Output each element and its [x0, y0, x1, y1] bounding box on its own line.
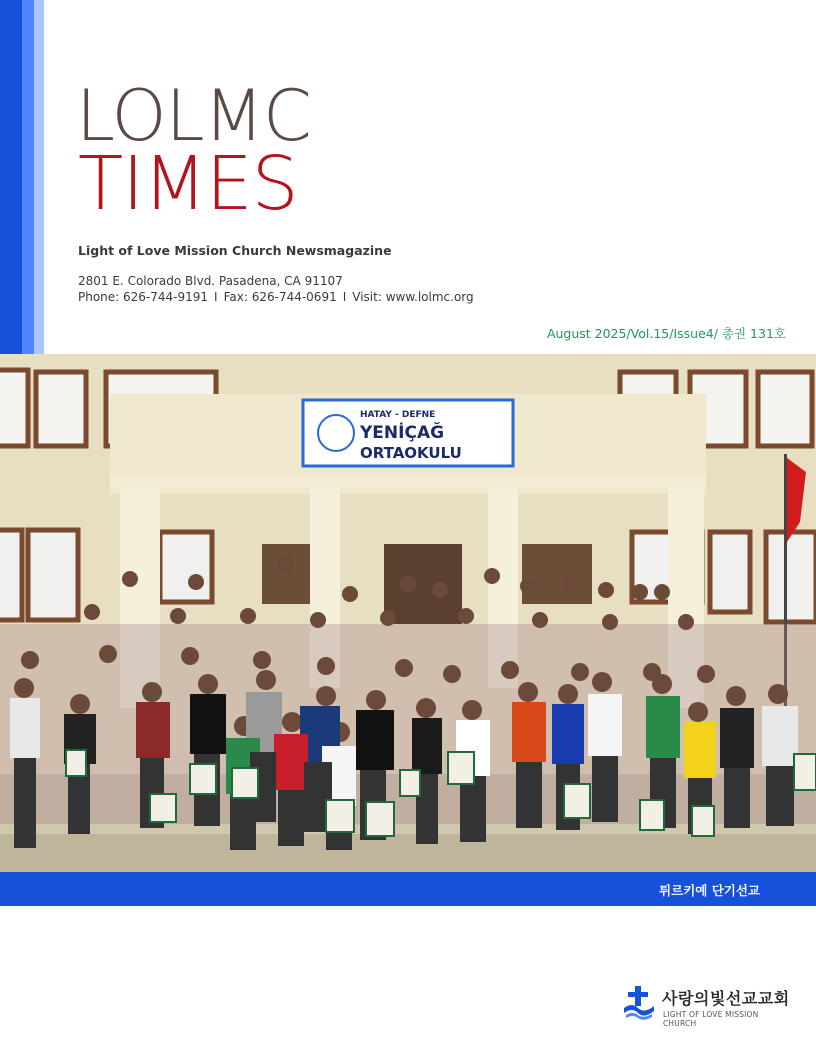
separator: I	[214, 290, 218, 304]
logo-korean-name: 사랑의빛선교교회	[662, 989, 790, 1008]
masthead-lolmc: LOLMC	[76, 75, 311, 157]
sign-line-3: ORTAOKULU	[360, 444, 462, 462]
left-stripe-mid	[22, 0, 34, 354]
photo-caption: 튀르키예 단기선교	[659, 883, 760, 898]
church-address: 2801 E. Colorado Blvd. Pasadena, CA 91107	[78, 274, 343, 288]
fax-number: Fax: 626-744-0691	[223, 290, 337, 304]
logo-english-name: LIGHT OF LOVE MISSION CHURCH	[663, 1010, 759, 1028]
website-link[interactable]: Visit: www.lolmc.org	[352, 290, 474, 304]
left-stripe-dark	[0, 0, 22, 354]
phone-number: Phone: 626-744-9191	[78, 290, 209, 304]
church-logo-icon	[622, 984, 656, 1020]
sign-line-1: HATAY - DEFNE	[360, 410, 436, 420]
sign-line-2: YENİÇAĞ	[360, 423, 445, 443]
church-logo	[622, 984, 792, 1028]
cover-photo	[0, 354, 816, 872]
separator: I	[342, 290, 347, 304]
left-stripe-light	[34, 0, 44, 354]
caption-bar	[0, 872, 816, 906]
masthead-times: TIMES	[78, 141, 298, 227]
newsmagazine-subtitle: Light of Love Mission Church Newsmagazine	[78, 243, 392, 258]
issue-info: August 2025/Vol.15/Issue4/ 총권 131호	[546, 326, 786, 341]
school-sign	[303, 400, 513, 466]
contact-line	[78, 290, 474, 304]
